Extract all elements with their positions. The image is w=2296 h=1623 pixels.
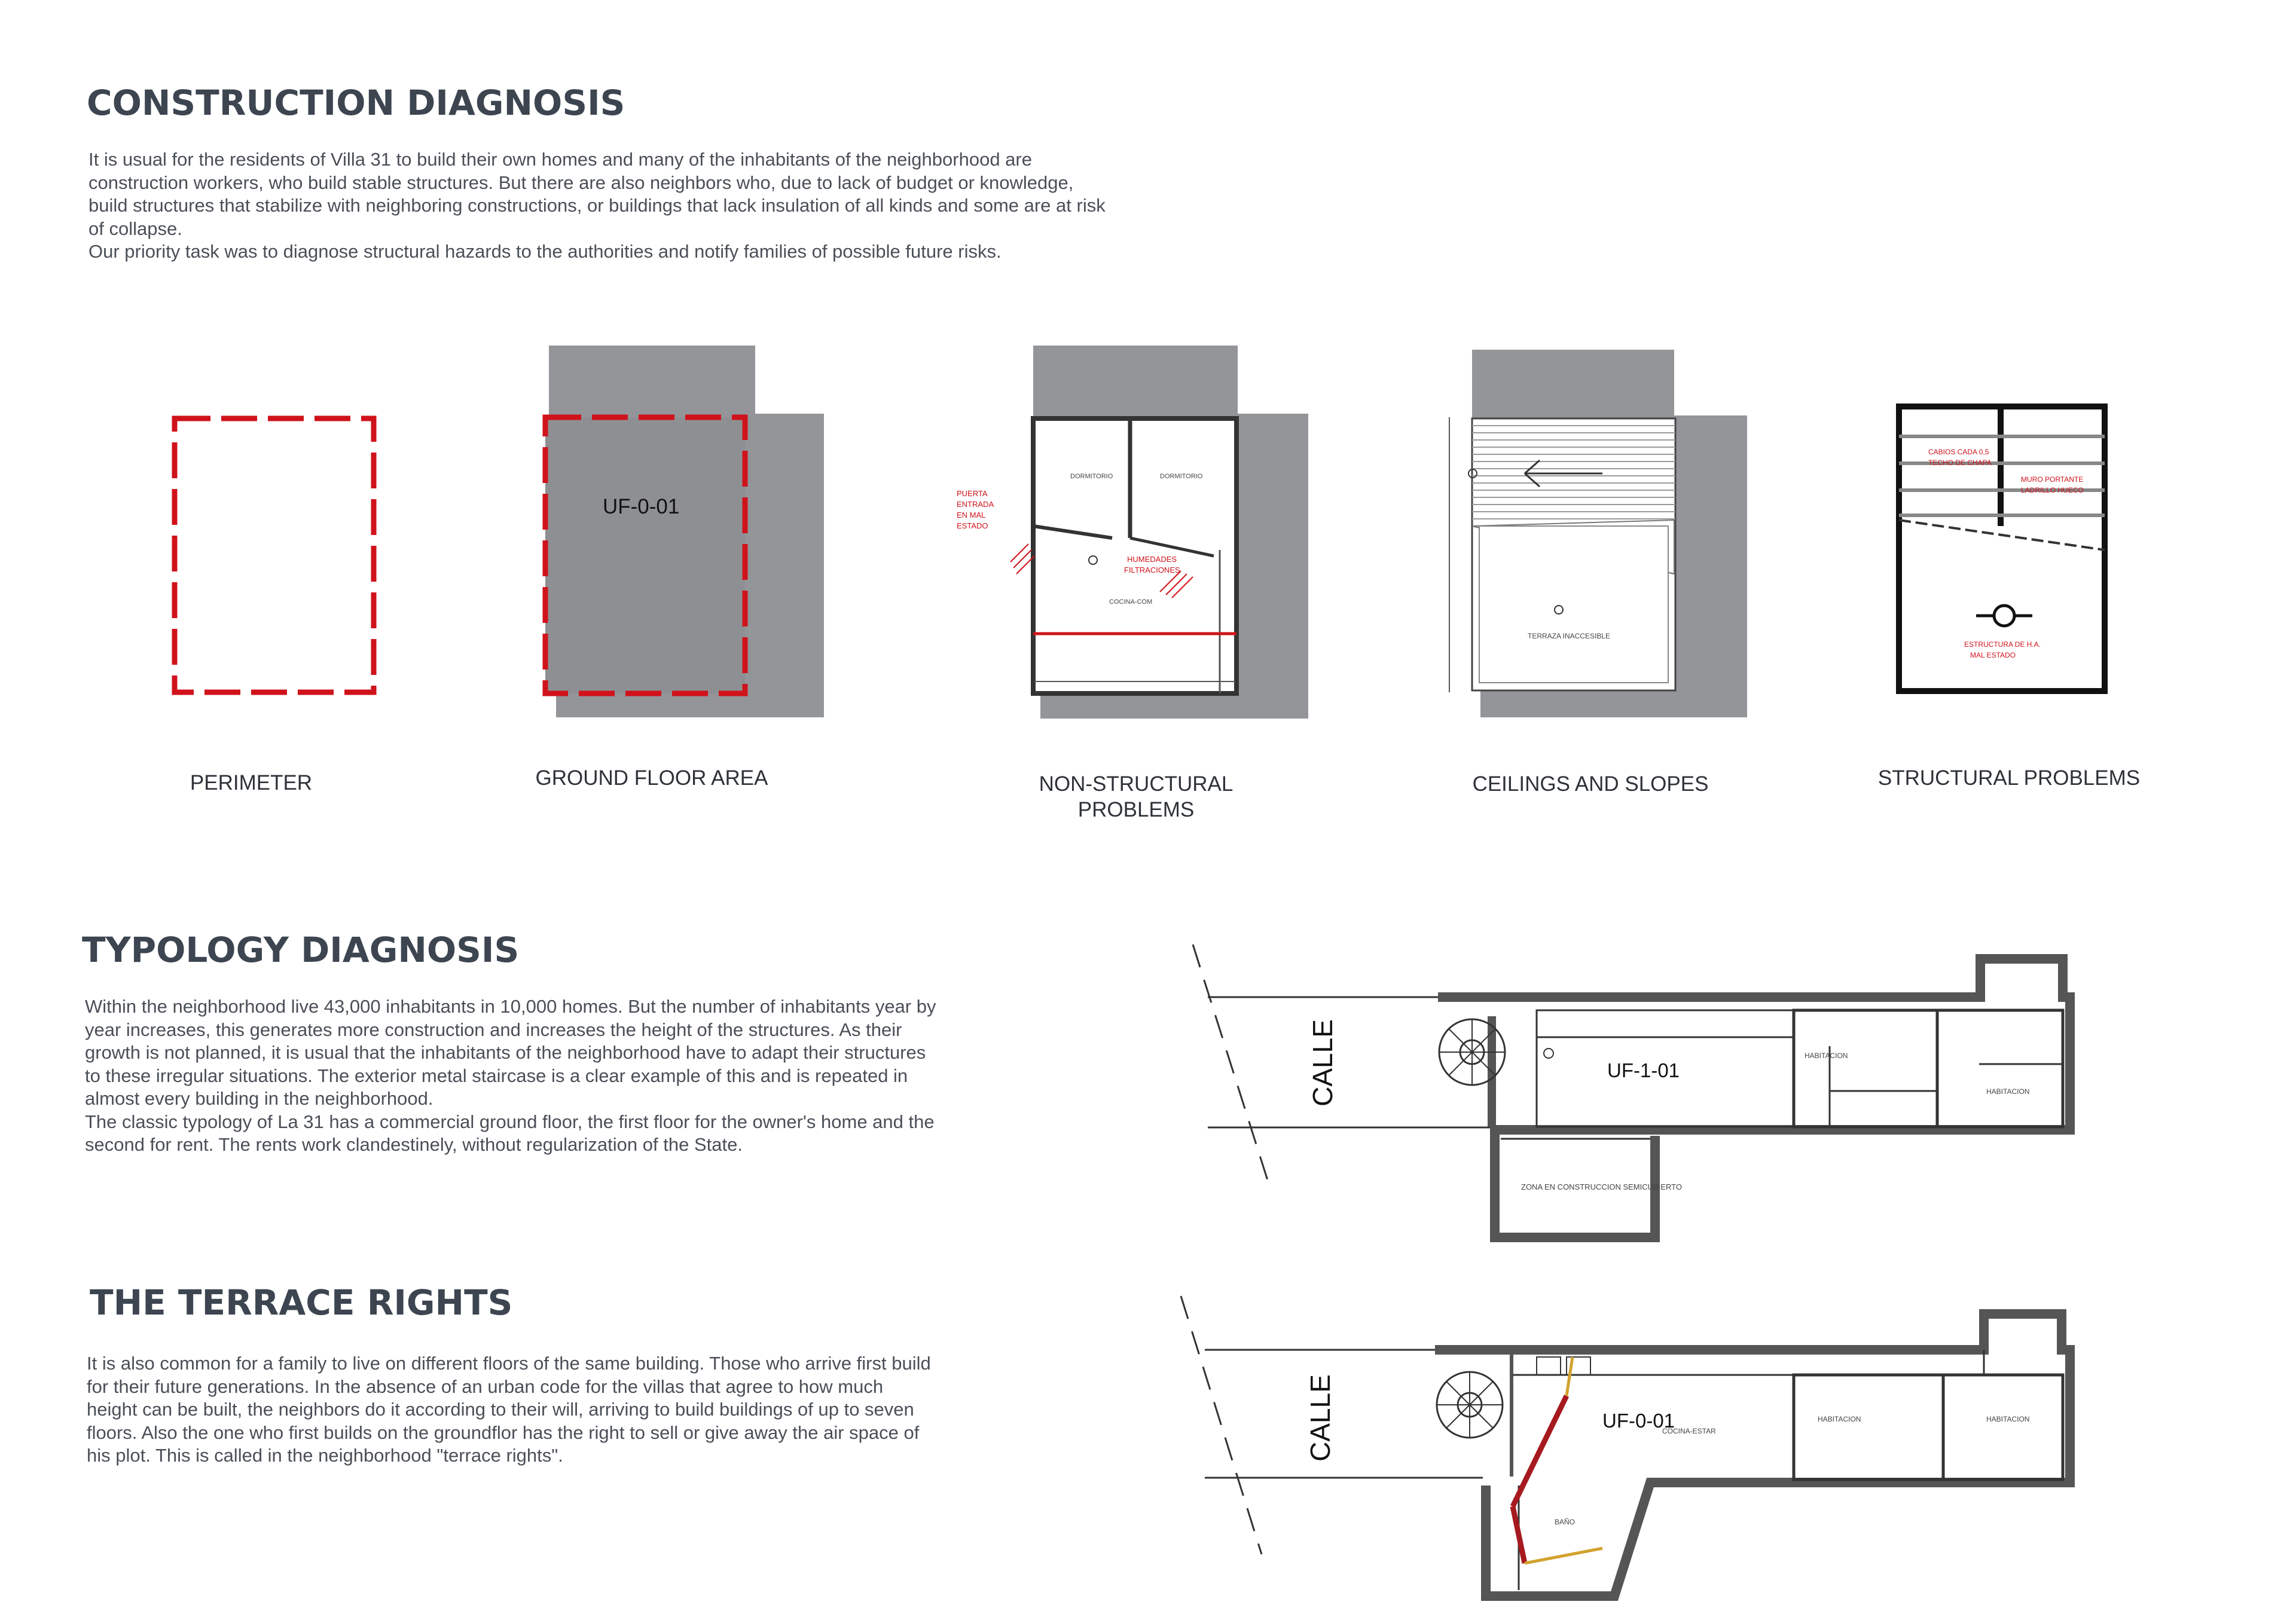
terrace-title: THE TERRACE RIGHTS	[90, 1282, 513, 1323]
caption-ground-floor-area: GROUND FLOOR AREA	[535, 766, 768, 790]
svg-text:COCINA-ESTAR: COCINA-ESTAR	[1662, 1427, 1716, 1435]
construction-paragraph-1: It is usual for the residents of Villa 31 to build their own homes and many of the inhabitants of the neighborhood are construction workers, who build stable structures. But there are also neighbors who, due to lack of budget or knowledge, build structures that stabilize with neighboring constructions, or buildings that lack insulation of all kinds and some are at risk of collapse.	[88, 149, 1106, 239]
caption-non-structural-problems: NON-STRUCTURAL PROBLEMS	[1039, 772, 1234, 821]
svg-text:ZONA EN CONSTRUCCION SEMICUBIE: ZONA EN CONSTRUCCION SEMICUBIERTO	[1521, 1182, 1682, 1191]
svg-text:EN MAL: EN MAL	[957, 511, 986, 519]
typology-paragraph-2: The classic typology of La 31 has a commercial ground floor, the first floor for the owner's home and the second for rent. The rents work clandestinely, without regularization of the State.	[85, 1111, 935, 1155]
svg-text:MAL ESTADO: MAL ESTADO	[1970, 651, 2016, 659]
construction-paragraph-2: Our priority task was to diagnose structural hazards to the authorities and notify families of possible future risks.	[88, 241, 1002, 262]
typology-title: TYPOLOGY DIAGNOSIS	[82, 930, 520, 970]
svg-text:COCINA-COM: COCINA-COM	[1109, 598, 1153, 606]
svg-text:PUERTA: PUERTA	[957, 489, 988, 498]
terrace-plan-street-label: CALLE	[1305, 1374, 1336, 1462]
caption-structural-problems: STRUCTURAL PROBLEMS	[1877, 766, 2141, 790]
construction-title: CONSTRUCTION DIAGNOSIS	[87, 82, 625, 123]
caption-perimeter: PERIMETER	[190, 771, 313, 794]
svg-text:HABITACION: HABITACION	[1818, 1415, 1861, 1423]
typology-plan-street-label: CALLE	[1307, 1019, 1338, 1107]
svg-text:TECHO DE CHAPA: TECHO DE CHAPA	[1928, 459, 1992, 467]
svg-text:DORMITORIO: DORMITORIO	[1070, 473, 1113, 480]
svg-text:HABITACION: HABITACION	[1986, 1415, 2030, 1423]
svg-text:ESTADO: ESTADO	[957, 521, 988, 530]
svg-text:ENTRADA: ENTRADA	[957, 500, 994, 509]
svg-text:TERRAZA INACCESIBLE: TERRAZA INACCESIBLE	[1528, 632, 1611, 640]
svg-text:HABITACION: HABITACION	[1805, 1052, 1848, 1060]
ground-floor-unit-label: UF-0-01	[603, 495, 680, 518]
svg-text:HUMEDADES: HUMEDADES	[1127, 555, 1177, 564]
terrace-plan-unit-label: UF-0-01	[1602, 1410, 1675, 1432]
terrace-paragraph-1: It is also common for a family to live on different floors of the same building. Those who arrive first build for their future generations. In the absence of an urban code for the villas that agree to how much height can be built, the neighbors do it according to their will, arriving to build buildings of up to seven floors. Also the one who first builds on the groundflor has the right to sell or give away the air space of his plot. This is called in the neighborhood "terrace rights".	[87, 1353, 931, 1466]
svg-text:CABIOS CADA 0,5: CABIOS CADA 0,5	[1928, 448, 1989, 456]
svg-text:HABITACION: HABITACION	[1986, 1087, 2030, 1096]
svg-text:MURO PORTANTE: MURO PORTANTE	[2021, 475, 2084, 484]
svg-text:FILTRACIONES: FILTRACIONES	[1124, 566, 1180, 574]
svg-text:ESTRUCTURA DE H.A.: ESTRUCTURA DE H.A.	[1964, 640, 2041, 649]
typology-paragraph-1: Within the neighborhood live 43,000 inhabitants in 10,000 homes. But the number of inhabitants year by year increases, this generates more construction and increases the height of the structures. As their growth is not planned, it is usual that the inhabitants of the neighborhood have to adapt their structures to these irregular situations. The exterior metal staircase is a clear example of this and is repeated in almost every building in the neighborhood.	[85, 996, 936, 1109]
svg-text:BAÑO: BAÑO	[1555, 1518, 1576, 1526]
svg-text:DORMITORIO: DORMITORIO	[1160, 473, 1203, 480]
caption-ceilings-and-slopes: CEILINGS AND SLOPES	[1472, 772, 1709, 796]
typology-plan-unit-label: UF-1-01	[1607, 1059, 1680, 1081]
svg-text:LADRILLO HUECO: LADRILLO HUECO	[2021, 486, 2084, 494]
